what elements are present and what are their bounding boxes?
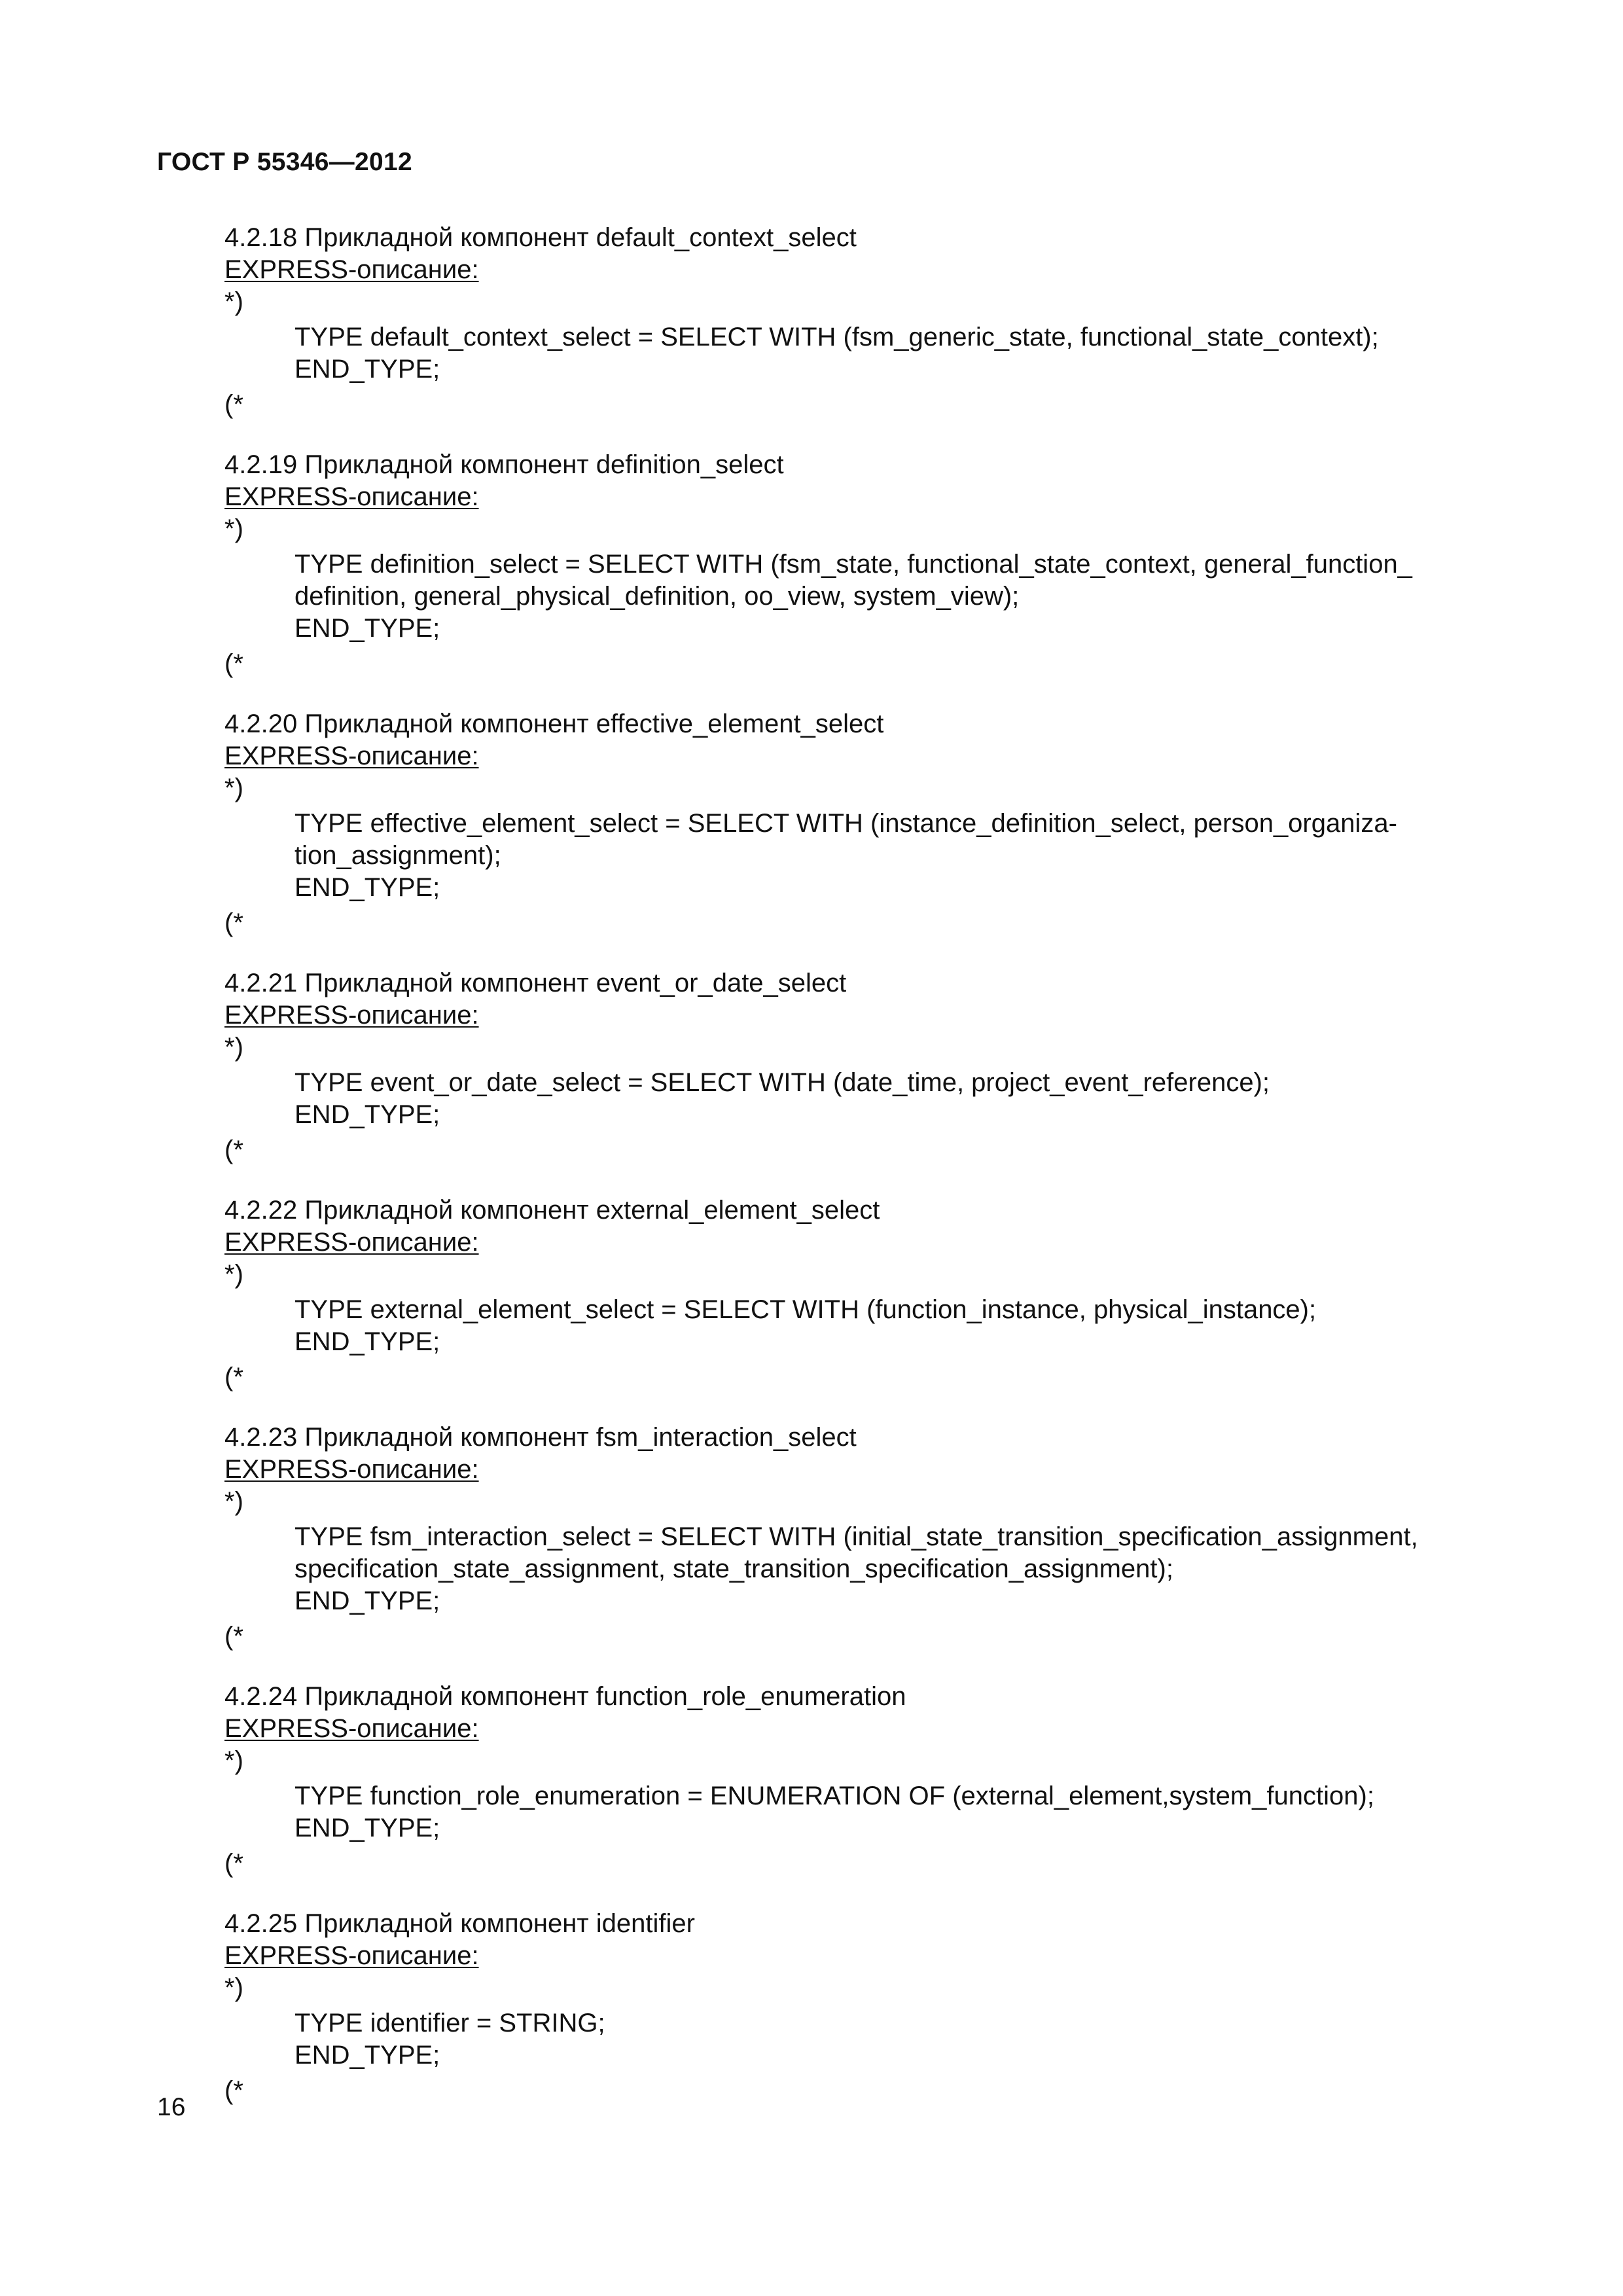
comment-start-marker: (* (224, 390, 243, 419)
comment-start-marker: (* (224, 1622, 243, 1651)
code-line: TYPE event_or_date_select = SELECT WITH (date_time, project_event_reference); (294, 1068, 1270, 1097)
express-code-block (224, 545, 1481, 648)
express-description-label: EXPRESS-описание: (224, 1001, 479, 1030)
code-line: END_TYPE; (294, 1587, 440, 1615)
express-description-label: EXPRESS-описание: (224, 1941, 479, 1970)
section-heading: 4.2.22 Прикладной компонент external_element_select (224, 1196, 880, 1225)
comment-end-marker: *) (224, 514, 243, 543)
code-line: END_TYPE; (294, 355, 440, 384)
comment-end-marker: *) (224, 1260, 243, 1289)
comment-end-marker: *) (224, 1973, 243, 2002)
code-line: TYPE default_context_select = SELECT WITH (fsm_generic_state, functional_state_context); (294, 323, 1379, 351)
code-line: END_TYPE; (294, 1327, 440, 1356)
express-code-block (224, 318, 1481, 389)
section-heading: 4.2.19 Прикладной компонент definition_select (224, 450, 784, 479)
section-heading: 4.2.21 Прикладной компонент event_or_date_select (224, 969, 847, 997)
express-description-label: EXPRESS-описание: (224, 255, 479, 284)
code-line: definition, general_physical_definition, oo_view, system_view); (294, 582, 1020, 611)
comment-end-marker: *) (224, 1487, 243, 1516)
section-4-2-24 (224, 1681, 1481, 1880)
comment-end-marker: *) (224, 774, 243, 802)
section-4-2-22 (224, 1194, 1481, 1393)
comment-end-marker: *) (224, 1746, 243, 1775)
section-heading: 4.2.25 Прикладной компонент identifier (224, 1909, 695, 1938)
comment-start-marker: (* (224, 1363, 243, 1391)
code-line: END_TYPE; (294, 1814, 440, 1842)
code-line: END_TYPE; (294, 2041, 440, 2070)
express-code-block (224, 1064, 1481, 1134)
code-line: END_TYPE; (294, 873, 440, 902)
section-heading: 4.2.20 Прикладной компонент effective_element_select (224, 709, 884, 738)
section-4-2-23 (224, 1422, 1481, 1653)
code-line: tion_assignment); (294, 841, 501, 870)
section-heading: 4.2.24 Прикладной компонент function_role_enumeration (224, 1682, 906, 1711)
code-line: TYPE function_role_enumeration = ENUMERATION OF (external_element,system_function); (294, 1782, 1374, 1810)
document-body (224, 222, 1481, 2135)
express-description-label: EXPRESS-описание: (224, 482, 479, 511)
section-heading: 4.2.18 Прикладной компонент default_context_select (224, 223, 857, 252)
express-code-block (224, 1518, 1481, 1621)
section-heading: 4.2.23 Прикладной компонент fsm_interaction_select (224, 1423, 857, 1452)
express-description-label: EXPRESS-описание: (224, 1228, 479, 1257)
section-4-2-20 (224, 708, 1481, 939)
express-description-label: EXPRESS-описание: (224, 1714, 479, 1743)
code-line: TYPE identifier = STRING; (294, 2009, 605, 2037)
code-line: TYPE external_element_select = SELECT WITH (function_instance, physical_instance); (294, 1295, 1317, 1324)
express-code-block (224, 2004, 1481, 2075)
code-line: END_TYPE; (294, 1100, 440, 1129)
section-4-2-25 (224, 1908, 1481, 2107)
comment-start-marker: (* (224, 2076, 243, 2105)
section-4-2-21 (224, 967, 1481, 1166)
section-4-2-18 (224, 222, 1481, 421)
express-code-block (224, 1777, 1481, 1848)
comment-start-marker: (* (224, 908, 243, 937)
comment-end-marker: *) (224, 287, 243, 316)
page-header-document-code: ГОСТ Р 55346—2012 (157, 148, 412, 176)
code-line: TYPE fsm_interaction_select = SELECT WITH (initial_state_transition_specification_assignment, (294, 1522, 1418, 1551)
express-code-block (224, 1291, 1481, 1361)
comment-start-marker: (* (224, 649, 243, 678)
code-line: specification_state_assignment, state_transition_specification_assignment); (294, 1554, 1173, 1583)
comment-start-marker: (* (224, 1136, 243, 1164)
code-line: TYPE effective_element_select = SELECT WITH (instance_definition_select, person_organiza- (294, 809, 1397, 838)
code-line: TYPE definition_select = SELECT WITH (fsm_state, functional_state_context, general_function_ (294, 550, 1412, 579)
code-line: END_TYPE; (294, 614, 440, 643)
page-number: 16 (157, 2093, 186, 2121)
express-description-label: EXPRESS-описание: (224, 742, 479, 770)
comment-end-marker: *) (224, 1033, 243, 1062)
section-4-2-19 (224, 449, 1481, 680)
comment-start-marker: (* (224, 1849, 243, 1878)
express-code-block (224, 804, 1481, 907)
express-description-label: EXPRESS-описание: (224, 1455, 479, 1484)
